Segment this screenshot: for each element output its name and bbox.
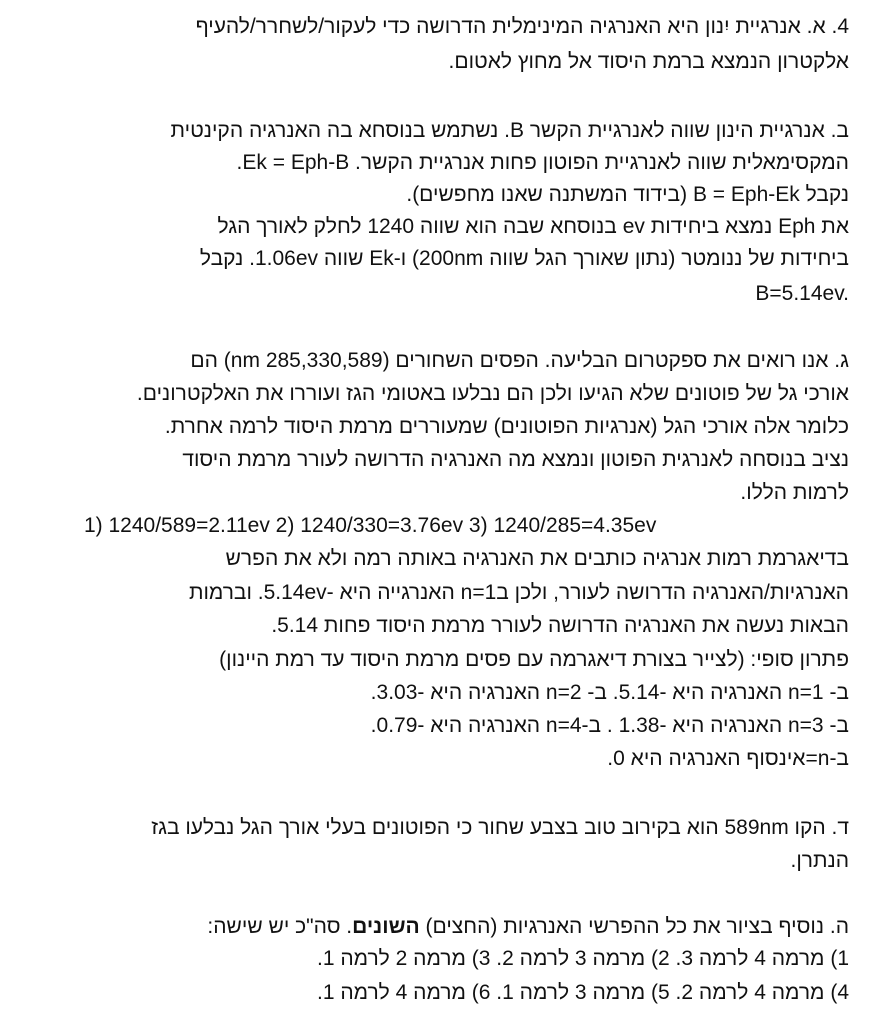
secG-line-10: פתרון סופי: (לצייר בצורת דיאגרמה עם פסים מרמת היסוד עד רמת היינון) [219, 648, 849, 671]
sec4-line-1: 4. א. אנרגיית יִנון היא האנרגיה המינימלית הדרושה כדי לעקור/לשחרר/להעיף [195, 15, 849, 38]
secG-line-4: נציב בנוסחה לאנרגית הפוטון ונמצא מה האנרגיה הדרושה לעורר מרמת היסוד [182, 448, 849, 471]
secB-line-3: נקבל B = Eph-Ek (בידוד המשתנה שאנו מחפשים). [406, 183, 849, 206]
secH-line-1-start: ה. נוסיף בציור את כל ההפרשי האנרגיות (החצים) [425, 915, 849, 938]
secB-line-6: B=5.14ev. [755, 282, 849, 305]
secB-line-4: את Eph נמצא ביחידות ev בנוסחא שבה הוא שווה 1240 לחלק לאורך הגל [217, 215, 849, 238]
secG-calc-line: 1) 1240/589=2.11ev 2) 1240/330=3.76ev 3) 1240/285=4.35ev [84, 514, 657, 537]
secG-line-9: הבאות נעשה את האנרגיה הדרושה לעורר מרמת היסוד פחות 5.14. [271, 614, 849, 637]
secD-line-1: ד. הקו 589nm הוא בקירוב טוב בצבע שחור כי הפוטונים בעלי אורך הגל נבלעו בגז [151, 816, 849, 839]
secH-line-1-bold: השונים [352, 915, 420, 938]
secB-line-2: המקסימאלית שווה לאנרגיית הפוטון פחות אנרגיית הקשר. Ek = Eph-B. [236, 151, 849, 174]
secG-line-5: לרמות הללו. [740, 481, 849, 504]
secH-line-3: 4) מרמה 4 לרמה 2. 5) מרמה 3 לרמה 1. 6) מרמה 4 לרמה 1. [316, 981, 849, 1004]
secD-line-2: הנתרן. [790, 849, 849, 872]
secG-line-8: האנרגיות/האנרגיה הדרושה לעורר, ולכן ב1=n האנרגייה היא -5.14ev. וברמות [188, 581, 849, 604]
secG-line-7: בדיאגרמת רמות אנרגיה כותבים את האנרגיה באותה רמה ולא את הפרש [225, 547, 849, 570]
secG-line-13: ב-n=אינסוף האנרגיה היא 0. [607, 747, 849, 770]
secB-line-1: ב. אנרגיית הינון שווה לאנרגיית הקשר B. נשתמש בנוסחא בה האנרגיה הקינטית [170, 119, 849, 142]
secG-line-3: כלומר אלה אורכי הגל (אנרגיות הפוטונים) שמעוררים מרמת היסוד לרמה אחרת. [164, 415, 849, 438]
secG-line-11: ב- n=1 האנרגיה היא -5.14. ב- n=2 האנרגיה היא -3.03. [370, 681, 849, 704]
secB-line-5: ביחידות של ננומטר (נתון שאורך הגל שווה 200nm) ו-Ek שווה 1.06ev. נקבל [199, 247, 849, 270]
secH-line-1-end: . סה"כ יש שישה: [207, 915, 353, 938]
secH-line-1 [20, 914, 849, 940]
secG-line-2: אורכי גל של פוטונים שלא הגיעו ולכן הם נבלעו באטומי הגז ועוררו את האלקטרונים. [136, 382, 849, 405]
sec4-line-2: אלקטרון הנמצא ברמת היסוד אל מחוץ לאטום. [448, 50, 849, 73]
secH-line-2: 1) מרמה 4 לרמה 3. 2) מרמה 3 לרמה 2. 3) מרמה 2 לרמה 1. [316, 947, 849, 970]
secG-line-1: ג. אנו רואים את ספקטרום הבליעה. הפסים השחורים (285,330,589 nm) הם [190, 349, 849, 372]
secG-line-12: ב- n=3 האנרגיה היא -1.38 . ב-n=4 האנרגיה היא -0.79. [370, 714, 849, 737]
